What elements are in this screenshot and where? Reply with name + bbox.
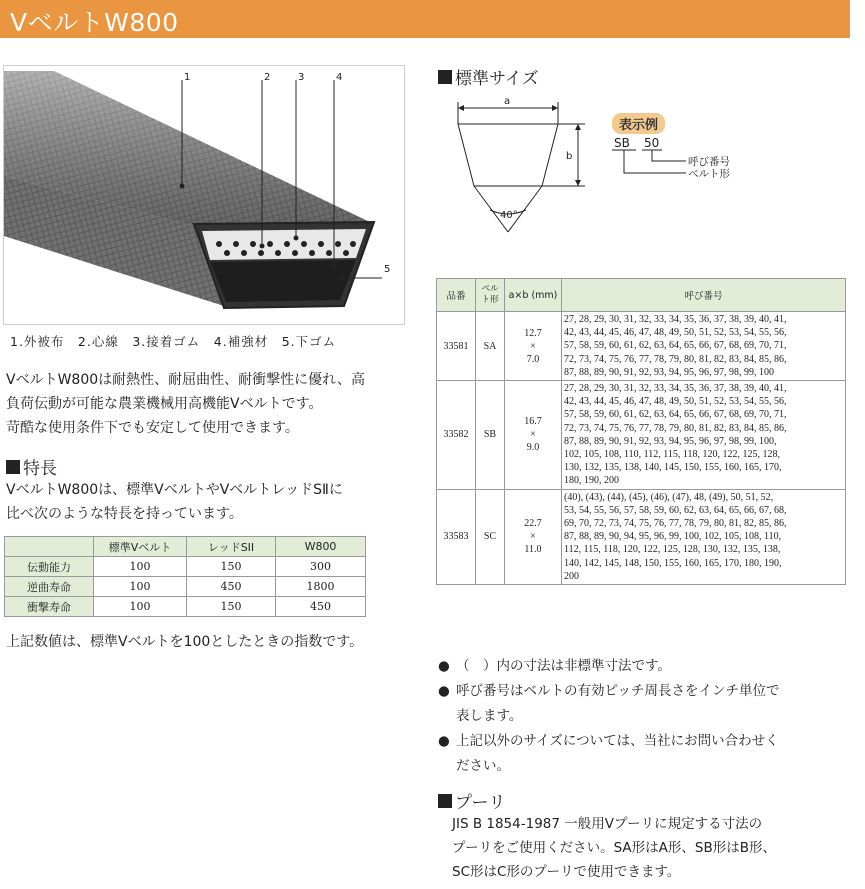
product-code: 33581 xyxy=(437,312,476,381)
size-notes xyxy=(438,654,850,779)
nominal-line: 27, 28, 29, 30, 31, 32, 33, 34, 35, 36, 37, 38, 39, 40, 41, xyxy=(564,383,787,395)
features-heading-text: 特長 xyxy=(23,459,57,479)
example-number-code: 50 xyxy=(644,136,660,150)
row-header: 衝撃寿命 xyxy=(5,597,94,617)
nominal-line: 87, 88, 89, 90, 94, 95, 96, 99, 100, 102, 105, 108, 110, xyxy=(564,531,782,543)
label-5: 5 xyxy=(384,264,391,275)
product-code: 33582 xyxy=(437,381,476,490)
dimension-b: 9.0 xyxy=(526,442,540,454)
table-header-cell: レッドSII xyxy=(187,537,276,557)
features-paragraph xyxy=(6,478,416,526)
nominal-line: 72, 73, 74, 75, 76, 77, 78, 79, 80, 81, 82, 83, 84, 85, 86, xyxy=(564,422,787,434)
table-header-cell xyxy=(5,537,94,557)
features-note: 上記数値は、標準Vベルトを100としたときの指数です。 xyxy=(6,634,364,650)
dimension-times: × xyxy=(530,531,536,543)
features-heading xyxy=(6,454,57,479)
note-text: 表します。 xyxy=(456,708,523,724)
table-row xyxy=(5,597,366,617)
nominal-line: 57, 58, 59, 60, 61, 62, 63, 64, 65, 66, 67, 68, 69, 70, 71, xyxy=(564,409,787,421)
intro-line: 負荷伝動が可能な農業機械用高機能Vベルトです。 xyxy=(6,396,323,412)
row-header: 伝動能力 xyxy=(5,557,94,577)
angle-label: 40° xyxy=(500,210,518,221)
standard-size-table xyxy=(436,278,846,585)
pulley-line: JIS B 1854-1987 一般用Vプーリに規定する寸法の xyxy=(452,816,763,832)
example-badge: 表示例 xyxy=(612,113,665,134)
dimension-a-label: a xyxy=(504,96,511,107)
table-header-cell: 品番 xyxy=(437,279,476,312)
page-title: VベルトW800 xyxy=(10,8,179,37)
dimension-times: × xyxy=(530,340,536,352)
heading-square-icon xyxy=(6,460,20,474)
intro-line: VベルトW800は耐熱性、耐屈曲性、耐衝撃性に優れ、高 xyxy=(6,372,365,388)
table-cell: 450 xyxy=(276,597,366,617)
standard-size-heading xyxy=(438,64,539,89)
v-profile-diagram xyxy=(440,92,600,252)
page-header xyxy=(0,0,850,38)
table-header-cell: ベル ト形 xyxy=(476,279,505,312)
example-type-code: SB xyxy=(614,136,630,150)
product-code: 33583 xyxy=(437,489,476,584)
standard-size-heading-text: 標準サイズ xyxy=(455,69,539,89)
note-item xyxy=(438,729,850,779)
dimension-times: × xyxy=(530,429,536,441)
bullet-icon: ● xyxy=(438,733,450,749)
table-row xyxy=(437,489,846,584)
nominal-line: 53, 54, 55, 56, 57, 58, 59, 60, 62, 63, 64, 65, 66, 67, 68, xyxy=(564,504,787,516)
dimension-a: 12.7 xyxy=(524,327,542,339)
pulley-line: SC形はC形のプーリで使用できます。 xyxy=(452,864,681,880)
table-row xyxy=(5,577,366,597)
table-cell: 150 xyxy=(187,557,276,577)
features-line: VベルトW800は、標準VベルトやVベルトレッドSⅡに xyxy=(6,482,343,498)
table-header-row xyxy=(5,537,366,557)
row-header: 逆曲寿命 xyxy=(5,577,94,597)
note-text: （ ）内の寸法は非標準寸法です。 xyxy=(456,658,671,674)
nominal-line: 102, 105, 108, 110, 112, 115, 118, 120, 122, 125, 128, xyxy=(564,449,781,461)
nominal-line: 57, 58, 59, 60, 61, 62, 63, 64, 65, 66, 67, 68, 69, 70, 71, xyxy=(564,340,787,352)
nominal-line: 42, 43, 44, 45, 46, 47, 48, 49, 50, 51, 52, 53, 54, 55, 56, xyxy=(564,396,787,408)
table-cell: 100 xyxy=(94,577,187,597)
bullet-icon: ● xyxy=(438,658,450,674)
nominal-line: 27, 28, 29, 30, 31, 32, 33, 34, 35, 36, 37, 38, 39, 40, 41, xyxy=(564,314,787,325)
table-header-cell: a×b (mm) xyxy=(505,279,562,312)
table-cell: 100 xyxy=(94,597,187,617)
nominal-numbers xyxy=(562,312,846,381)
features-line: 比べ次のような特長を持っています。 xyxy=(6,506,243,522)
belt-type: SB xyxy=(476,381,505,490)
dimension-a: 22.7 xyxy=(524,518,542,530)
nominal-line: 112, 115, 118, 120, 122, 125, 128, 130, 132, 135, 138, xyxy=(564,544,781,556)
nominal-line: 69, 70, 72, 73, 74, 75, 76, 77, 78, 79, 80, 81, 82, 85, 86, xyxy=(564,518,787,530)
nominal-line: 87, 88, 89, 90, 91, 92, 93, 94, 95, 96, 97, 98, 99, 100, xyxy=(564,435,777,447)
dimension-b-label: b xyxy=(566,151,573,162)
example-type-label: ベルト形 xyxy=(688,168,730,180)
note-text: ださい。 xyxy=(456,758,510,774)
label-4: 4 xyxy=(336,72,343,83)
nominal-line: 130, 132, 135, 138, 140, 145, 150, 155, 160, 165, 170, xyxy=(564,462,782,474)
table-header-cell: W800 xyxy=(276,537,366,557)
dimension-a: 16.7 xyxy=(524,416,542,428)
belt-illustration xyxy=(3,65,405,325)
table-cell: 150 xyxy=(187,597,276,617)
illustration-caption: 1.外被布 2.心線 3.接着ゴム 4.補強材 5.下ゴム xyxy=(10,334,337,349)
pulley-line: プーリをご使用ください。SA形はA形、SB形はB形、 xyxy=(452,840,776,856)
pulley-paragraph xyxy=(452,812,852,884)
table-header-row xyxy=(437,279,846,312)
nominal-line: (40), (43), (44), (45), (46), (47), 48, (49), 50, 51, 52, xyxy=(564,491,774,503)
note-item xyxy=(438,654,850,679)
example-number-label: 呼び番号 xyxy=(688,156,730,168)
note-text: 呼び番号はベルトの有効ピッチ周長さをインチ単位で xyxy=(456,683,780,699)
note-item xyxy=(438,679,850,729)
nominal-line: 42, 43, 44, 45, 46, 47, 48, 49, 50, 51, 52, 53, 54, 55, 56, xyxy=(564,327,787,339)
dimension-b: 11.0 xyxy=(524,544,542,556)
table-cell: 300 xyxy=(276,557,366,577)
nominal-line: 180, 190, 200 xyxy=(564,475,619,487)
intro-paragraph xyxy=(6,368,416,440)
label-1: 1 xyxy=(184,72,191,83)
nominal-line: 87, 88, 89, 90, 91, 92, 93, 94, 95, 96, 97, 98, 99, 100 xyxy=(564,366,774,378)
label-2: 2 xyxy=(264,72,271,83)
belt-type: SC xyxy=(476,489,505,584)
dimension-b: 7.0 xyxy=(526,353,540,365)
nominal-numbers xyxy=(562,381,846,490)
table-cell: 450 xyxy=(187,577,276,597)
table-cell: 100 xyxy=(94,557,187,577)
nominal-numbers xyxy=(562,489,846,584)
table-cell: 1800 xyxy=(276,577,366,597)
bullet-icon: ● xyxy=(438,683,450,699)
belt-cross-section-image xyxy=(4,66,404,324)
belt-type: SA xyxy=(476,312,505,381)
pulley-heading-text: プーリ xyxy=(455,793,506,813)
table-header-cell: 標準Vベルト xyxy=(94,537,187,557)
nominal-line: 200 xyxy=(564,570,579,582)
note-text: 上記以外のサイズについては、当社にお問い合わせく xyxy=(456,733,779,749)
label-3: 3 xyxy=(298,72,305,83)
dimensions xyxy=(505,312,562,381)
table-row xyxy=(437,381,846,490)
table-header-cell: 呼び番号 xyxy=(562,279,846,312)
display-example xyxy=(612,132,752,182)
nominal-line: 72, 73, 74, 75, 76, 77, 78, 79, 80, 81, 82, 83, 84, 85, 86, xyxy=(564,353,787,365)
dimensions xyxy=(505,381,562,490)
table-row xyxy=(5,557,366,577)
intro-line: 苛酷な使用条件下でも安定して使用できます。 xyxy=(6,420,299,436)
heading-square-icon xyxy=(438,70,452,84)
dimensions xyxy=(505,489,562,584)
features-table xyxy=(4,536,366,617)
heading-square-icon xyxy=(438,794,452,808)
table-row xyxy=(437,312,846,381)
nominal-line: 140, 142, 145, 148, 150, 155, 160, 165, 170, 180, 190, xyxy=(564,557,782,569)
pulley-heading xyxy=(438,788,506,813)
